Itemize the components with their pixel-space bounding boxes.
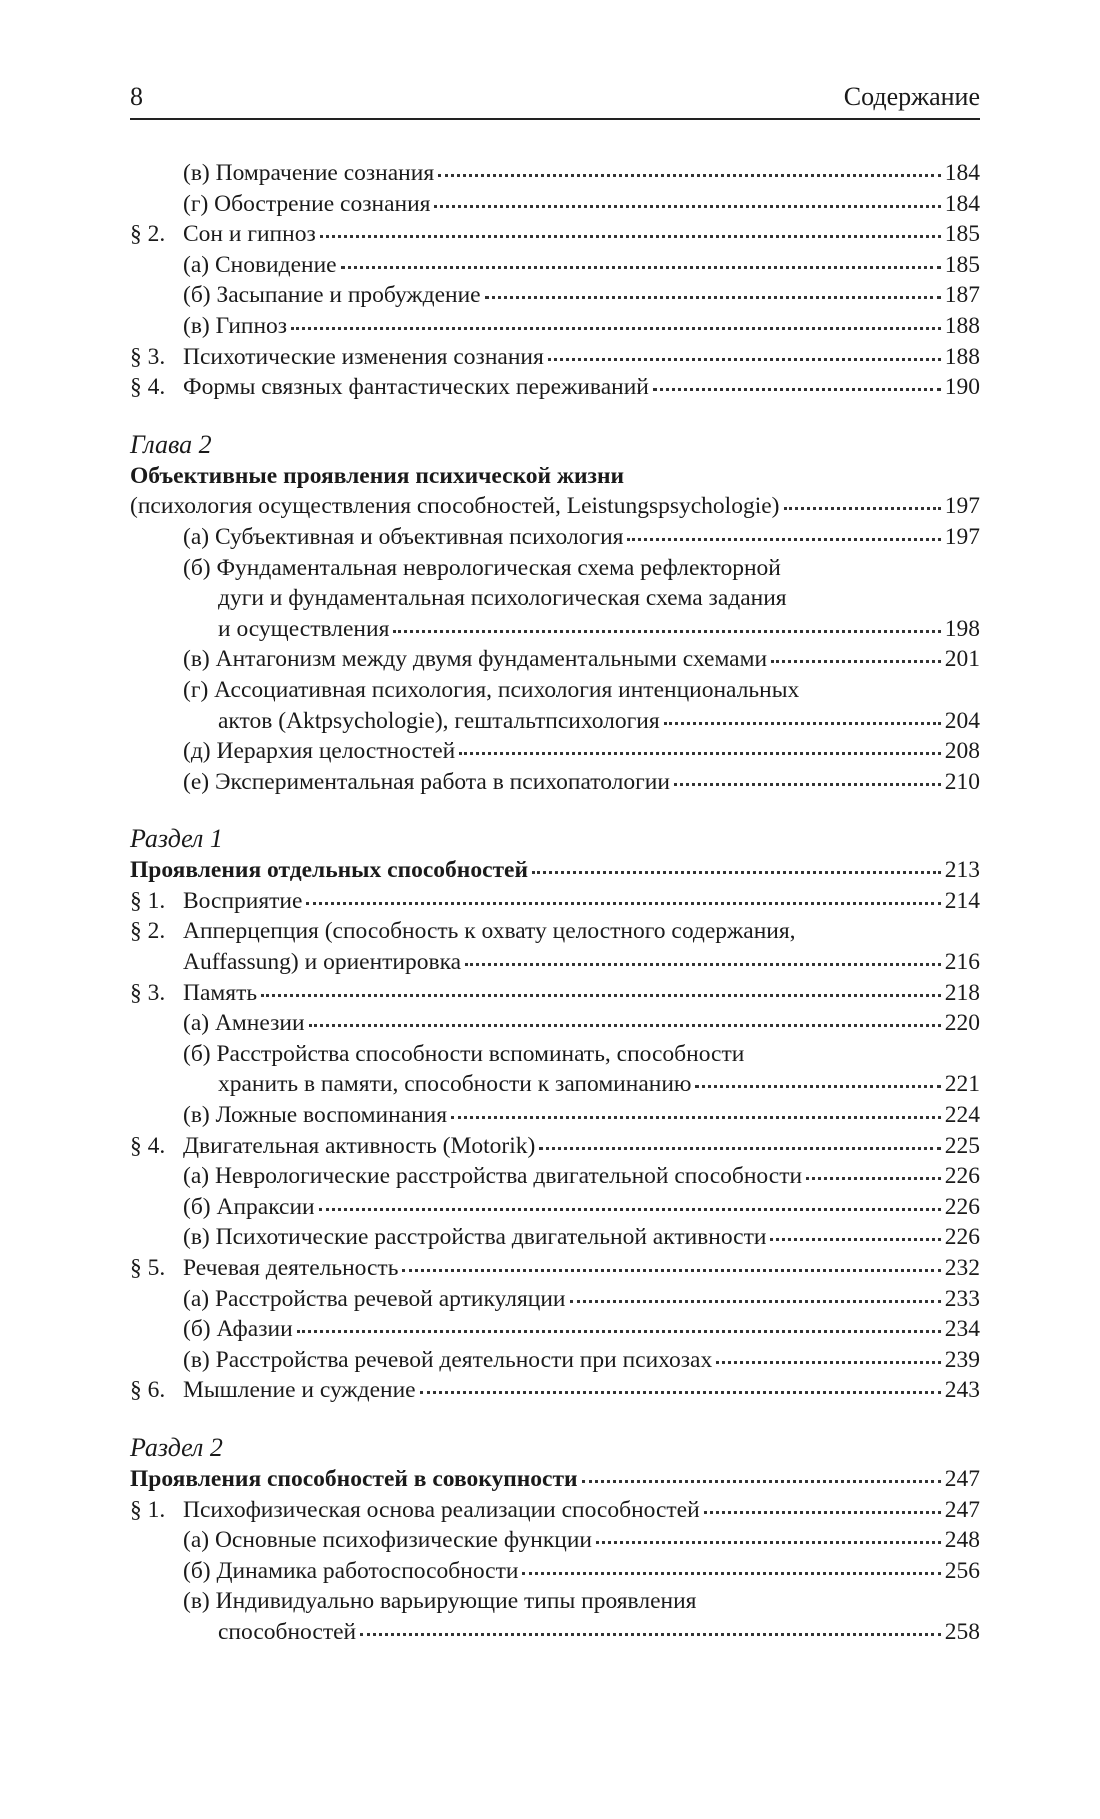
leader-dots (451, 1115, 941, 1119)
toc-page-number: 190 (944, 374, 980, 401)
toc-entry-text: (б) Фундаментальная неврологическая схема рефлекторной (183, 554, 781, 581)
toc-entry-text: Речевая деятельность (183, 1255, 399, 1281)
toc-entry-line (130, 644, 980, 675)
leader-dots (570, 1299, 941, 1303)
toc-entry (130, 736, 980, 767)
toc-entry-line (130, 250, 980, 281)
toc-entry-text: (а) Расстройства речевой артикуляции (183, 1285, 566, 1312)
toc-entry-text: (а) Неврологические расстройства двигательной способности (183, 1163, 803, 1190)
toc-entry-line (130, 916, 980, 947)
toc-entry-line (130, 855, 980, 886)
toc-page-number: 214 (944, 887, 980, 914)
spacer (130, 1406, 980, 1428)
toc-page-number: 239 (944, 1346, 980, 1373)
toc-entry-line (130, 1161, 980, 1192)
toc-page-number: 218 (944, 979, 980, 1006)
leader-dots (434, 204, 940, 208)
leader-dots (402, 1268, 940, 1272)
section-label: Раздел 2 (130, 1432, 223, 1462)
toc-entry-text: (в) Помрачение сознания (183, 160, 435, 186)
section-label: Раздел 1 (130, 824, 223, 854)
toc-entry (130, 1525, 980, 1556)
toc-page-number: 247 (944, 1465, 980, 1492)
toc-entry-line (130, 1464, 980, 1495)
toc-entry (130, 250, 980, 281)
toc-entry-line (130, 311, 980, 342)
table-of-contents (130, 158, 980, 1648)
toc-page-number: 256 (944, 1557, 980, 1584)
toc-entry-line (130, 675, 980, 706)
toc-entry (130, 1253, 980, 1284)
leader-dots (539, 1146, 940, 1150)
toc-page-number: 188 (944, 312, 980, 339)
section-mark: § 2. (130, 918, 166, 945)
toc-entry (130, 522, 980, 553)
toc-entry-text: Психотические изменения сознания (183, 343, 544, 370)
leader-dots (438, 173, 941, 177)
toc-entry-line (130, 1222, 980, 1253)
toc-page-number: 248 (944, 1527, 980, 1554)
toc-entry-text: (в) Индивидуально варьирующие типы проявления (183, 1588, 697, 1615)
toc-entry-text: Мышление и суждение (183, 1377, 416, 1404)
toc-page-number: 243 (944, 1377, 980, 1404)
toc-entry (130, 1008, 980, 1039)
toc-entry-text: и осуществления (218, 615, 390, 642)
toc-page-number: 184 (944, 190, 980, 217)
toc-entry-text: (б) Афазии (183, 1316, 293, 1343)
toc-page-number: 226 (944, 1163, 980, 1190)
toc-entry (130, 767, 980, 798)
leader-dots (360, 1632, 941, 1636)
toc-entry (130, 1131, 980, 1162)
leader-dots (784, 506, 941, 510)
toc-entry (130, 978, 980, 1009)
toc-entry (130, 1100, 980, 1131)
toc-entry-line (130, 614, 980, 645)
toc-entry-line (130, 1617, 980, 1648)
toc-entry (130, 1345, 980, 1376)
leader-dots (485, 295, 941, 299)
toc-entry (130, 1556, 980, 1587)
section-mark: § 3. (130, 343, 166, 370)
leader-dots (627, 537, 940, 541)
toc-entry-line (130, 342, 980, 373)
leader-dots (532, 870, 941, 874)
toc-entry-text: (психология осуществления способностей, Leistungspsychologie) (130, 493, 780, 520)
toc-page-number: 232 (944, 1255, 980, 1281)
leader-dots (261, 993, 941, 997)
toc-page-number: 226 (944, 1193, 980, 1220)
toc-entry (130, 886, 980, 917)
leader-dots (770, 1237, 940, 1241)
toc-entry (130, 1586, 980, 1647)
toc-entry-text: Auffassung) и ориентировка (183, 949, 462, 976)
toc-page-number: 224 (944, 1102, 980, 1129)
toc-page-number: 188 (944, 343, 980, 370)
toc-page-number: 184 (944, 160, 980, 186)
toc-entry (130, 1039, 980, 1100)
toc-entry (130, 280, 980, 311)
toc-page-number: 220 (944, 1010, 980, 1037)
toc-entry-line (130, 280, 980, 311)
toc-entry-text: Проявления способностей в совокупности (130, 1465, 578, 1492)
toc-entry-text: Формы связных фантастических переживаний (183, 374, 649, 401)
leader-dots (522, 1571, 940, 1575)
toc-entry-text: (в) Ложные воспоминания (183, 1102, 448, 1129)
toc-entry-line (130, 1192, 980, 1223)
toc-entry-line (130, 553, 980, 584)
toc-page-number: 187 (944, 282, 980, 309)
section-mark: § 6. (130, 1377, 166, 1404)
toc-entry-line (130, 491, 980, 522)
toc-entry-line (130, 978, 980, 1009)
running-title: Содержание (843, 82, 980, 111)
toc-entry-text: Психофизическая основа реализации способностей (183, 1496, 700, 1523)
toc-entry-text: (е) Экспериментальная работа в психопатологии (183, 768, 670, 795)
toc-page-number: 198 (944, 615, 980, 642)
toc-entry (130, 342, 980, 373)
toc-page-number: 221 (944, 1071, 980, 1098)
toc-entry (130, 372, 980, 403)
toc-entry (130, 311, 980, 342)
toc-entry-text: Память (183, 979, 258, 1006)
toc-entry-line (130, 886, 980, 917)
leader-dots (297, 1329, 941, 1333)
toc-entry-text: (г) Ассоциативная психология, психология интенциональных (183, 676, 800, 703)
toc-entry-text: Проявления отдельных способностей (130, 857, 529, 884)
section-mark: § 3. (130, 979, 166, 1006)
leader-dots (306, 901, 940, 905)
toc-page-number: 210 (944, 768, 980, 795)
toc-entry-text: дуги и фундаментальная психологическая схема задания (218, 585, 787, 612)
toc-entry-line (130, 1525, 980, 1556)
toc-entry-line (130, 1375, 980, 1406)
toc-entry-line (130, 736, 980, 767)
leader-dots (548, 357, 941, 361)
page-number: 8 (130, 82, 143, 111)
toc-entry (130, 1161, 980, 1192)
toc-entry-text: Восприятие (183, 887, 303, 914)
toc-entry-text: (в) Расстройства речевой деятельности при психозах (183, 1346, 713, 1373)
leader-dots (393, 629, 940, 633)
toc-entry-line (130, 706, 980, 737)
section-mark: § 5. (130, 1255, 166, 1281)
toc-entry-line (130, 219, 980, 250)
toc-entry-text: (в) Психотические расстройства двигательной активности (183, 1224, 767, 1251)
toc-entry-text: (б) Динамика работоспособности (183, 1557, 519, 1584)
toc-entry-text: актов (Aktpsychologie), гештальтпсихология (218, 707, 660, 734)
section-mark: § 4. (130, 1132, 166, 1159)
leader-dots (704, 1510, 941, 1514)
section-mark: § 1. (130, 1496, 166, 1523)
leader-dots (291, 326, 941, 330)
leader-dots (695, 1084, 940, 1088)
toc-entry-text: способностей (218, 1618, 357, 1645)
toc-entry-text: (а) Сновидение (183, 251, 337, 278)
toc-entry-text: (б) Апраксии (183, 1193, 315, 1220)
section-mark: § 4. (130, 374, 166, 401)
toc-entry (130, 1192, 980, 1223)
toc-entry-text: (б) Расстройства способности вспоминать, способности (183, 1040, 745, 1067)
leader-dots (771, 659, 941, 663)
leader-dots (319, 1207, 941, 1211)
toc-entry-line (130, 1495, 980, 1526)
toc-page-number: 204 (944, 707, 980, 734)
toc-entry (130, 1284, 980, 1315)
section-title: Объективные проявления психической жизни (130, 462, 625, 489)
toc-page-number: 233 (944, 1285, 980, 1312)
toc-page-number: 213 (944, 857, 980, 884)
spacer (130, 403, 980, 425)
spacer (130, 797, 980, 819)
toc-entry-text: хранить в памяти, способности к запоминанию (218, 1071, 692, 1098)
toc-entry (130, 553, 980, 645)
toc-entry-line (130, 158, 980, 189)
toc-entry-text: (д) Иерархия целостностей (183, 738, 456, 765)
toc-entry-text: Сон и гипноз (183, 221, 316, 248)
section-label: Глава 2 (130, 429, 212, 459)
toc-entry-line (130, 189, 980, 220)
toc-entry (130, 189, 980, 220)
toc-entry (130, 1495, 980, 1526)
toc-entry-line (130, 522, 980, 553)
toc-entry-line (130, 583, 980, 614)
toc-page-number: 258 (944, 1618, 980, 1645)
toc-entry-text: (а) Субъективная и объективная психология (183, 523, 624, 550)
toc-entry-text: Двигательная активность (Motorik) (183, 1132, 536, 1159)
running-header (130, 78, 980, 120)
toc-page-number: 226 (944, 1224, 980, 1251)
leader-dots (420, 1390, 941, 1394)
toc-entry-line (130, 1586, 980, 1617)
toc-page-number: 247 (944, 1496, 980, 1523)
leader-dots (664, 721, 941, 725)
leader-dots (459, 751, 941, 755)
toc-entry (130, 1375, 980, 1406)
toc-entry-line (130, 1253, 980, 1284)
toc-entry-line (130, 1556, 980, 1587)
leader-dots (309, 1023, 941, 1027)
leader-dots (716, 1360, 941, 1364)
toc-entry-line (130, 1131, 980, 1162)
toc-entry (130, 675, 980, 736)
leader-dots (674, 782, 941, 786)
toc-entry-text: (в) Антагонизм между двумя фундаментальными схемами (183, 646, 768, 673)
toc-entry-line (130, 1008, 980, 1039)
leader-dots (596, 1540, 941, 1544)
toc-entry (130, 158, 980, 189)
toc-page-number: 208 (944, 738, 980, 765)
leader-dots (320, 234, 941, 238)
toc-entry-line (130, 1069, 980, 1100)
toc-entry-text: (а) Основные психофизические функции (183, 1527, 592, 1554)
toc-page-number: 197 (944, 523, 980, 550)
toc-entry-line (130, 1039, 980, 1070)
toc-entry-text: (г) Обострение сознания (183, 190, 431, 217)
toc-entry (130, 644, 980, 675)
toc-entry-text: Апперцепция (способность к охвату целостного содержания, (183, 918, 796, 945)
leader-dots (465, 962, 941, 966)
toc-page-number: 201 (944, 646, 980, 673)
toc-page-number: 216 (944, 949, 980, 976)
toc-entry (130, 916, 980, 977)
toc-entry (130, 1314, 980, 1345)
toc-entry-text: (б) Засыпание и пробуждение (183, 282, 481, 309)
toc-entry-line (130, 767, 980, 798)
leader-dots (653, 387, 941, 391)
leader-dots (582, 1479, 941, 1483)
toc-page-number: 185 (944, 221, 980, 248)
toc-page-number: 197 (944, 493, 980, 520)
toc-entry-line (130, 947, 980, 978)
toc-entry-line (130, 1345, 980, 1376)
toc-entry-line (130, 1314, 980, 1345)
toc-entry-text: (а) Амнезии (183, 1010, 305, 1037)
toc-page-number: 234 (944, 1316, 980, 1343)
toc-page-number: 185 (944, 251, 980, 278)
section-mark: § 2. (130, 221, 166, 248)
toc-entry-text: (в) Гипноз (183, 312, 288, 339)
toc-entry-line (130, 372, 980, 403)
leader-dots (341, 265, 941, 269)
toc-entry-line (130, 1284, 980, 1315)
toc-page-number: 225 (944, 1132, 980, 1159)
toc-entry-line (130, 1100, 980, 1131)
toc-entry (130, 1222, 980, 1253)
section-mark: § 1. (130, 887, 166, 914)
leader-dots (806, 1176, 941, 1180)
toc-entry (130, 219, 980, 250)
